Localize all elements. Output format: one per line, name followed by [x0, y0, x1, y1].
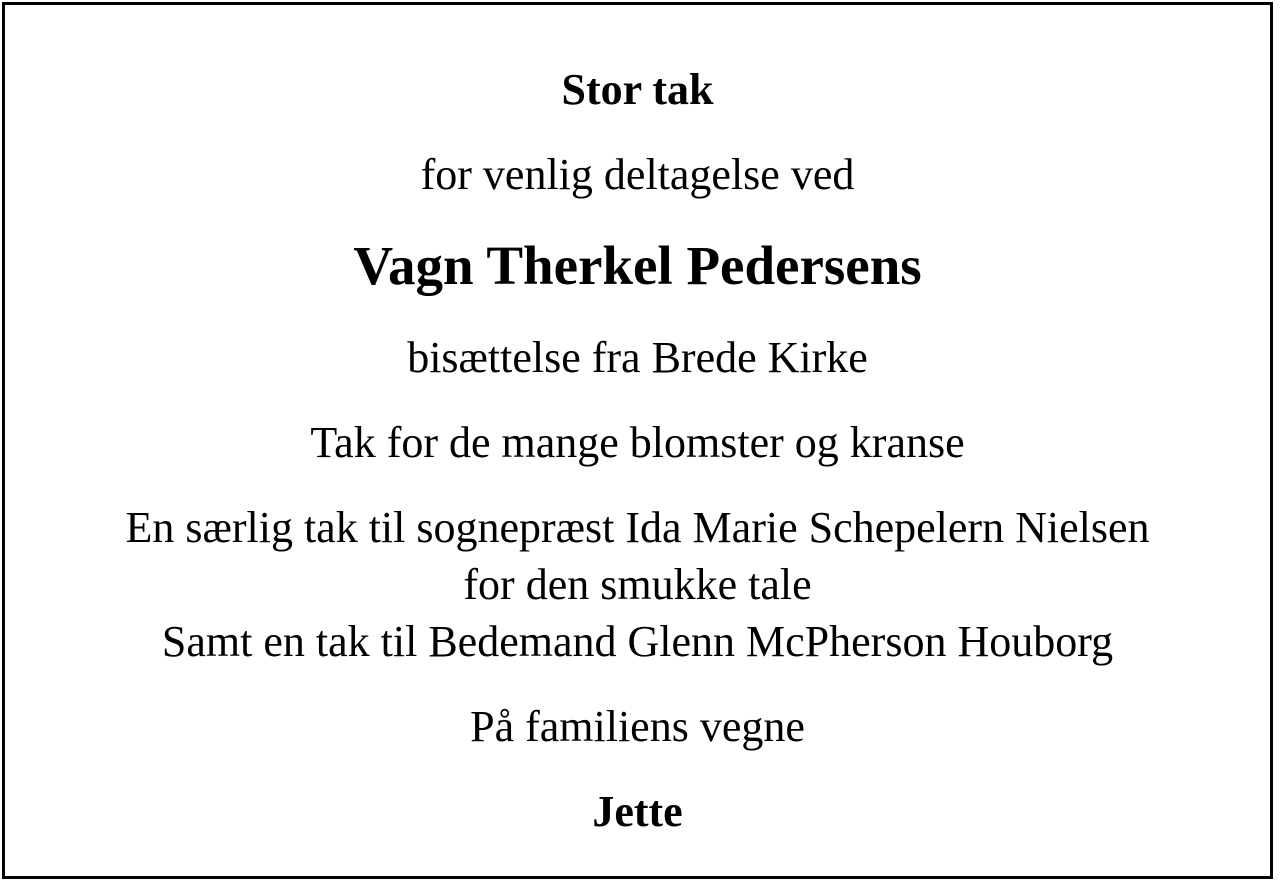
participation-line: for venlig deltagelse ved [420, 150, 855, 199]
service-line: bisættelse fra Brede Kirke [407, 333, 868, 382]
special-thanks-line-2: for den smukke tale [463, 560, 812, 609]
special-thanks-block [5, 499, 1270, 670]
special-thanks-line-1: En særlig tak til sognepræst Ida Marie Schepelern Nielsen [125, 503, 1150, 552]
special-thanks-line-3: Samt en tak til Bedemand Glenn McPherson Houborg [161, 617, 1114, 666]
signature: Jette [592, 787, 683, 836]
notice-content [5, 5, 1270, 840]
deceased-name: Vagn Therkel Pedersens [353, 235, 922, 296]
closing-line: På familiens vegne [470, 702, 805, 751]
notice-title: Stor tak [561, 65, 714, 114]
notice-card [2, 2, 1273, 879]
flowers-thanks-line: Tak for de mange blomster og kranse [310, 418, 965, 467]
